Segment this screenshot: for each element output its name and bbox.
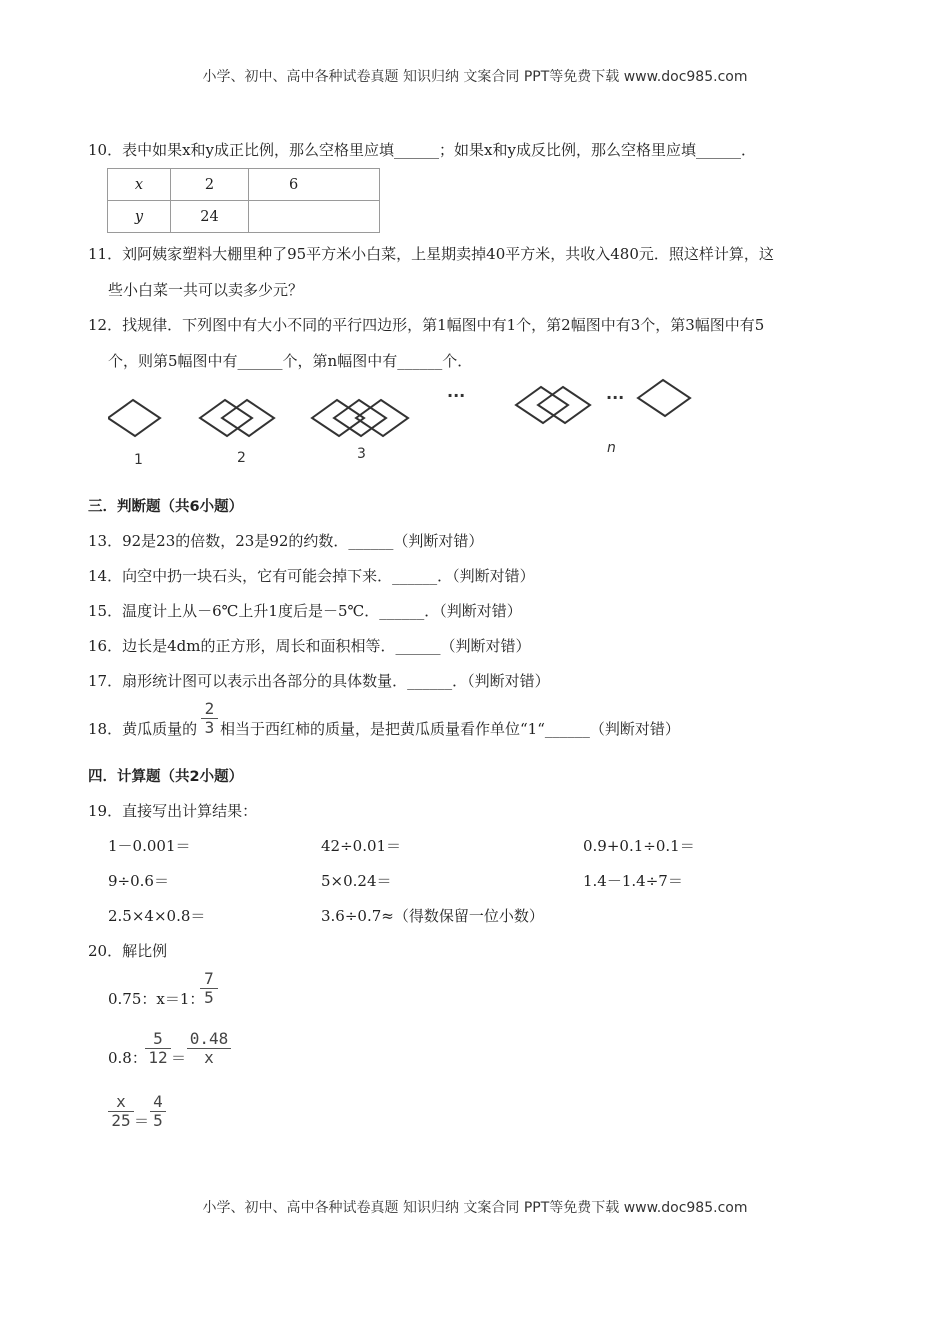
section-title-calculation: 四．计算题（共2小题） bbox=[88, 769, 244, 785]
question-13: 13．92是23的倍数，23是92的约数．______（判断对错） bbox=[88, 532, 484, 550]
page-footer: 小学、初中、高中各种试卷真题 知识归纳 文案合同 PPT等免费下载 www.doc985.com bbox=[202, 1200, 748, 1216]
figure-n-shapes bbox=[516, 380, 690, 423]
question-15: 15．温度计上从－6℃上升1度后是－5℃．______．（判断对错） bbox=[88, 602, 522, 620]
figure-label-n: n bbox=[607, 440, 616, 456]
calc-item: 1－0.001＝ bbox=[108, 837, 191, 855]
table-cell: 2 bbox=[171, 169, 249, 201]
numerator: 5 bbox=[153, 1029, 163, 1048]
question-12-line1: 12．找规律．下列图中有大小不同的平行四边形，第1幅图中有1个，第2幅图中有3个，第3幅图中有5 bbox=[88, 316, 765, 334]
fraction-four-fifths bbox=[150, 1093, 166, 1130]
table-cell bbox=[249, 201, 380, 233]
figure-1-shapes bbox=[108, 400, 160, 436]
calc-item: 0.9+0.1÷0.1＝ bbox=[583, 837, 695, 855]
question-10: 10．表中如果x和y成正比例，那么空格里应填______；如果x和y成反比例，那么空格里应填______． bbox=[88, 141, 756, 159]
figure-2-shapes bbox=[200, 400, 274, 436]
fraction-seven-fifths bbox=[200, 970, 218, 1007]
question-11-line1: 11．刘阿姨家塑料大棚里种了95平方米小白菜，上星期卖掉40平方米，共收入480元．照这样计算，这 bbox=[88, 245, 774, 263]
question-18-before: 18．黄瓜质量的 bbox=[88, 720, 198, 738]
denominator: 5 bbox=[204, 988, 214, 1007]
denominator: x bbox=[204, 1048, 214, 1067]
table-cell: x bbox=[108, 169, 171, 201]
calc-item: 1.4－1.4÷7＝ bbox=[583, 872, 683, 890]
numerator: 4 bbox=[153, 1092, 163, 1111]
calc-item: 2.5×4×0.8＝ bbox=[108, 907, 206, 925]
figure-3-shapes bbox=[312, 400, 408, 436]
question-17: 17．扇形统计图可以表示出各部分的具体数量．______．（判断对错） bbox=[88, 672, 550, 690]
fraction-five-twelfths bbox=[145, 1030, 171, 1067]
ellipsis-dots: ··· bbox=[606, 388, 625, 407]
proportion-2-prefix: 0.8： bbox=[108, 1049, 147, 1067]
denominator: 3 bbox=[204, 718, 215, 737]
fraction-x-over-25 bbox=[108, 1093, 134, 1130]
table-row bbox=[108, 201, 380, 233]
calc-item: 5×0.24＝ bbox=[321, 872, 392, 890]
page-header: 小学、初中、高中各种试卷真题 知识归纳 文案合同 PPT等免费下载 www.doc985.com bbox=[202, 69, 748, 85]
section-title-judgment: 三．判断题（共6小题） bbox=[88, 499, 244, 515]
calc-item: 9÷0.6＝ bbox=[108, 872, 169, 890]
proportion-1-prefix: 0.75：x＝1： bbox=[108, 990, 205, 1008]
numerator: 7 bbox=[204, 969, 214, 988]
xy-table bbox=[107, 168, 380, 233]
question-18-after: 相当于西红柿的质量，是把黄瓜质量看作单位“1“______（判断对错） bbox=[220, 720, 680, 738]
fraction-two-thirds bbox=[201, 700, 218, 737]
question-12-line2: 个，则第5幅图中有______个，第n幅图中有______个． bbox=[108, 352, 473, 370]
denominator: 5 bbox=[153, 1111, 163, 1130]
question-14: 14．向空中扔一块石头，它有可能会掉下来．______．（判断对错） bbox=[88, 567, 535, 585]
denominator: 25 bbox=[111, 1111, 131, 1130]
numerator: x bbox=[116, 1092, 126, 1111]
ellipsis-dots: ··· bbox=[447, 386, 466, 405]
table-cell: 6 bbox=[249, 169, 380, 201]
question-16: 16．边长是4dm的正方形，周长和面积相等．______（判断对错） bbox=[88, 637, 531, 655]
numerator: 0.48 bbox=[189, 1029, 229, 1048]
question-19: 19．直接写出计算结果： bbox=[88, 802, 258, 820]
table-row bbox=[108, 169, 380, 201]
equals-sign: ＝ bbox=[171, 1049, 187, 1067]
table-cell: 24 bbox=[171, 201, 249, 233]
numerator: 2 bbox=[204, 699, 215, 718]
calc-item: 42÷0.01＝ bbox=[321, 837, 402, 855]
table-cell: y bbox=[108, 201, 171, 233]
figure-label-1: 1 bbox=[134, 452, 143, 468]
figure-label-2: 2 bbox=[237, 450, 246, 466]
question-20: 20．解比例 bbox=[88, 942, 168, 960]
question-11-line2: 些小白菜一共可以卖多少元？ bbox=[108, 281, 304, 299]
denominator: 12 bbox=[148, 1048, 168, 1067]
fraction-048-over-x bbox=[187, 1030, 231, 1067]
figure-label-3: 3 bbox=[357, 446, 366, 462]
equals-sign: ＝ bbox=[134, 1112, 150, 1130]
calc-item: 3.6÷0.7≈（得数保留一位小数） bbox=[321, 907, 544, 925]
